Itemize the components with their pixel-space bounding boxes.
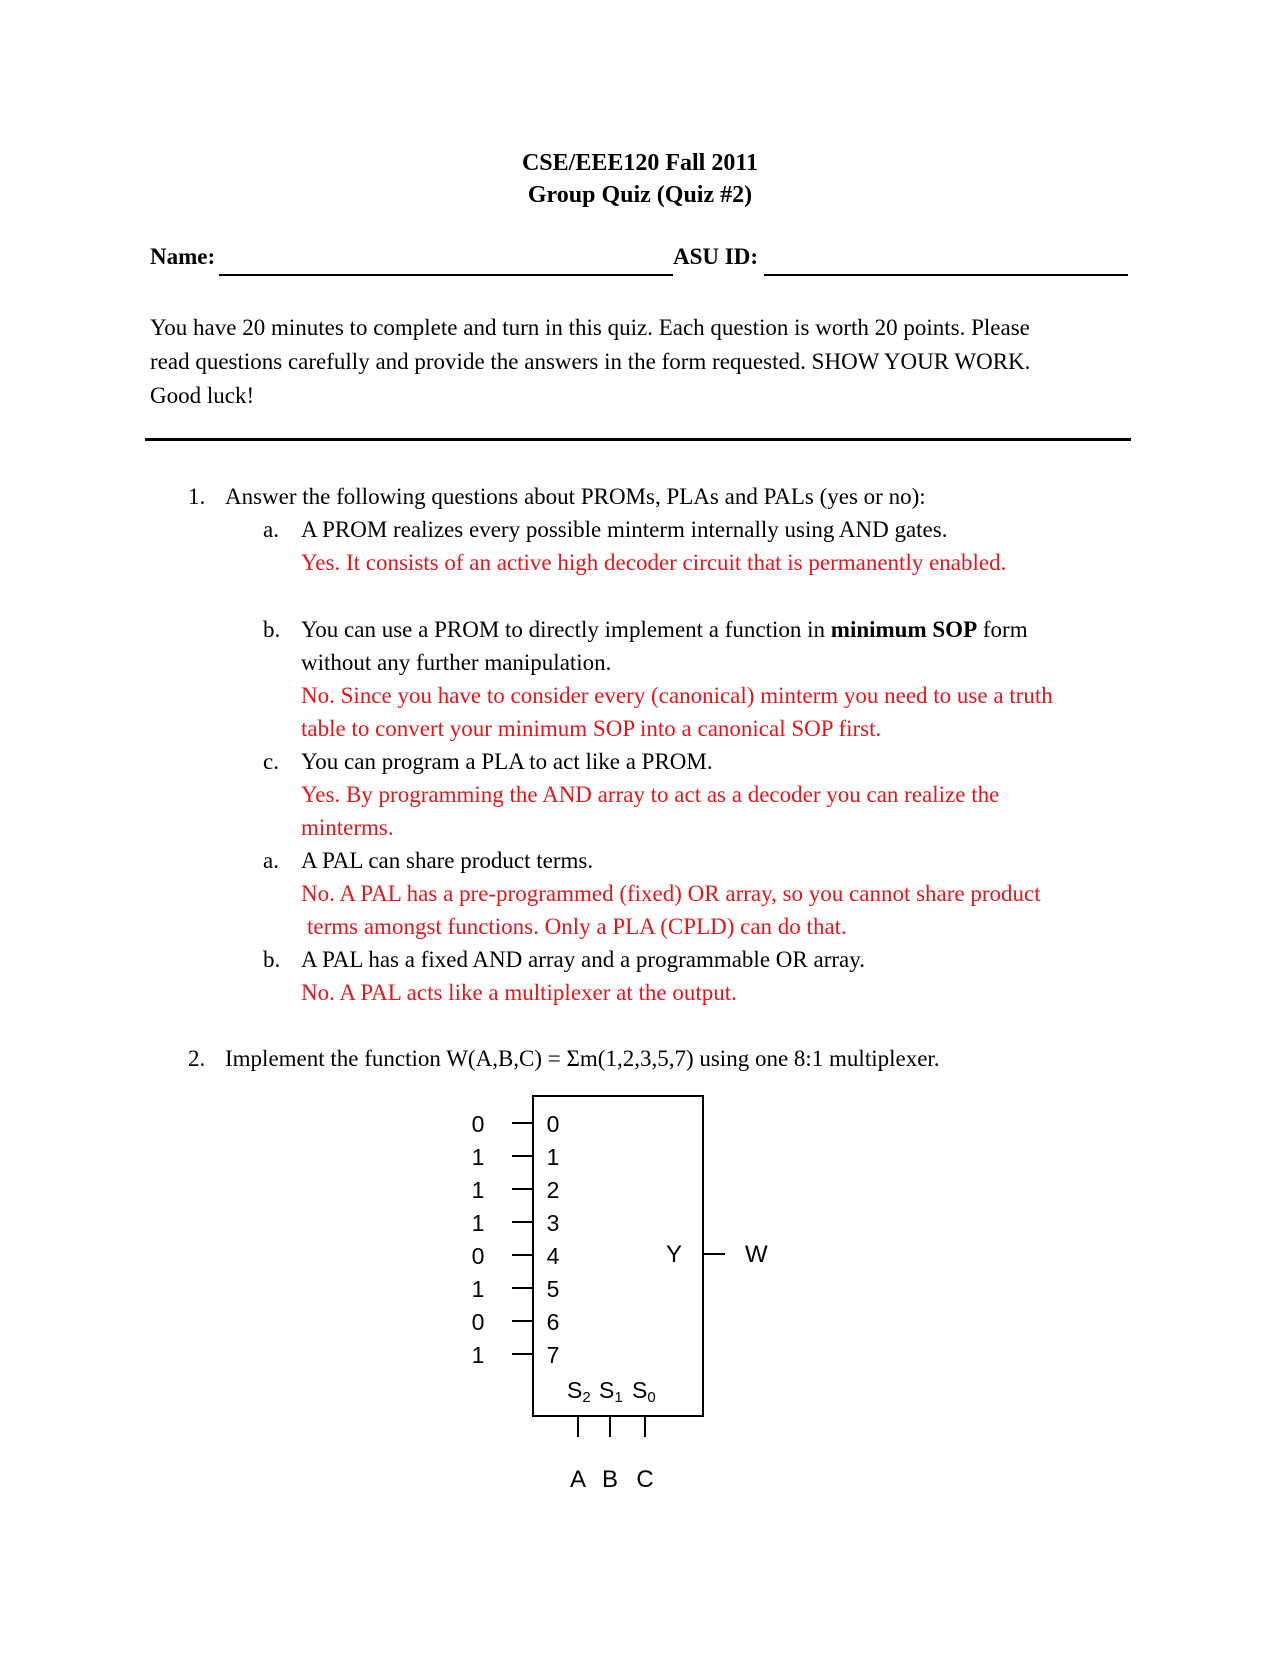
mux-input-value: 0 [471,1309,485,1335]
mux-select-signals [570,1466,654,1493]
mux-select-signal: C [636,1466,654,1493]
item-question-part: You can use a PROM to directly implement a function in [301,617,831,642]
mux-input-values [472,1111,485,1368]
mux-input-label: 3 [546,1210,560,1236]
item-question-bold: minimum SOP [830,617,978,642]
item-question: A PROM realizes every possible minterm internally using AND gates. [301,517,948,542]
item-question: You can program a PLA to act like a PROM. [301,749,713,774]
question-2-number: 2. [188,1046,206,1071]
question-2-text: Implement the function W(A,B,C) = Σm(1,2,3,5,7) using one 8:1 multiplexer. [225,1046,940,1071]
question-1-text: Answer the following questions about PROMs, PLAs and PALs (yes or no): [225,484,926,509]
asu-id-label: ASU ID: [673,244,758,269]
item-answer: minterms. [301,815,394,840]
mux-input-value: 1 [471,1177,485,1203]
item-question-part: form [977,617,1028,642]
select-label-s2: S2 [567,1377,591,1406]
item-answer: Yes. It consists of an active high decoder circuit that is permanently enabled. [301,550,1007,575]
item-question: A PAL can share product terms. [301,848,594,873]
mux-input-label: 0 [546,1111,560,1137]
mux-input-value: 1 [471,1276,485,1302]
item-letter: b. [263,617,281,642]
output-label: Y [665,1241,682,1268]
instructions-line: Good luck! [150,383,255,408]
instructions-line: You have 20 minutes to complete and turn in this quiz. Each question is worth 20 points. Please [150,315,1030,340]
mux-input-label: 1 [546,1144,560,1170]
course-title: CSE/EEE120 Fall 2011 [521,150,759,176]
mux-input-value: 0 [471,1111,485,1137]
mux-input-value: 1 [471,1210,485,1236]
mux-input-label: 4 [546,1243,560,1269]
output-signal: W [745,1241,768,1268]
item-answer: No. Since you have to consider every (canonical) minterm you need to use a truth [301,683,1053,708]
item-letter: c. [263,749,279,774]
mux-input-label: 7 [546,1342,560,1368]
mux-select-signal: A [569,1466,587,1493]
name-label: Name: [150,244,216,269]
question-1-number: 1. [188,484,206,509]
item-answer: No. A PAL has a pre-programmed (fixed) OR array, so you cannot share product [301,881,1041,906]
item-question: without any further manipulation. [301,650,612,675]
mux-input-value: 1 [471,1342,485,1368]
instructions-line: read questions carefully and provide the answers in the form requested. SHOW YOUR WORK. [150,349,1031,374]
select-label-s1: S1 [599,1377,623,1406]
select-label-s0: S0 [632,1377,656,1406]
item-answer: table to convert your minimum SOP into a canonical SOP first. [301,716,882,741]
mux-input-label: 2 [546,1177,560,1203]
mux-select-signal: B [601,1466,619,1493]
mux-select-lines [578,1416,645,1437]
mux-input-labels [547,1111,560,1368]
item-answer: No. A PAL acts like a multiplexer at the output. [301,980,737,1005]
item-answer: Yes. By programming the AND array to act as a decoder you can realize the [301,782,1000,807]
item-letter: a. [263,848,279,873]
item-answer: terms amongst functions. Only a PLA (CPLD) can do that. [307,914,847,939]
mux-input-label: 5 [546,1276,560,1302]
mux-input-value: 0 [471,1243,485,1269]
quiz-title: Group Quiz (Quiz #2) [527,182,753,208]
item-letter: a. [263,517,279,542]
mux-input-label: 6 [546,1309,560,1335]
mux-input-lines [512,1123,533,1354]
mux-input-value: 1 [471,1144,485,1170]
item-question: A PAL has a fixed AND array and a programmable OR array. [301,947,865,972]
item-letter: b. [263,947,281,972]
